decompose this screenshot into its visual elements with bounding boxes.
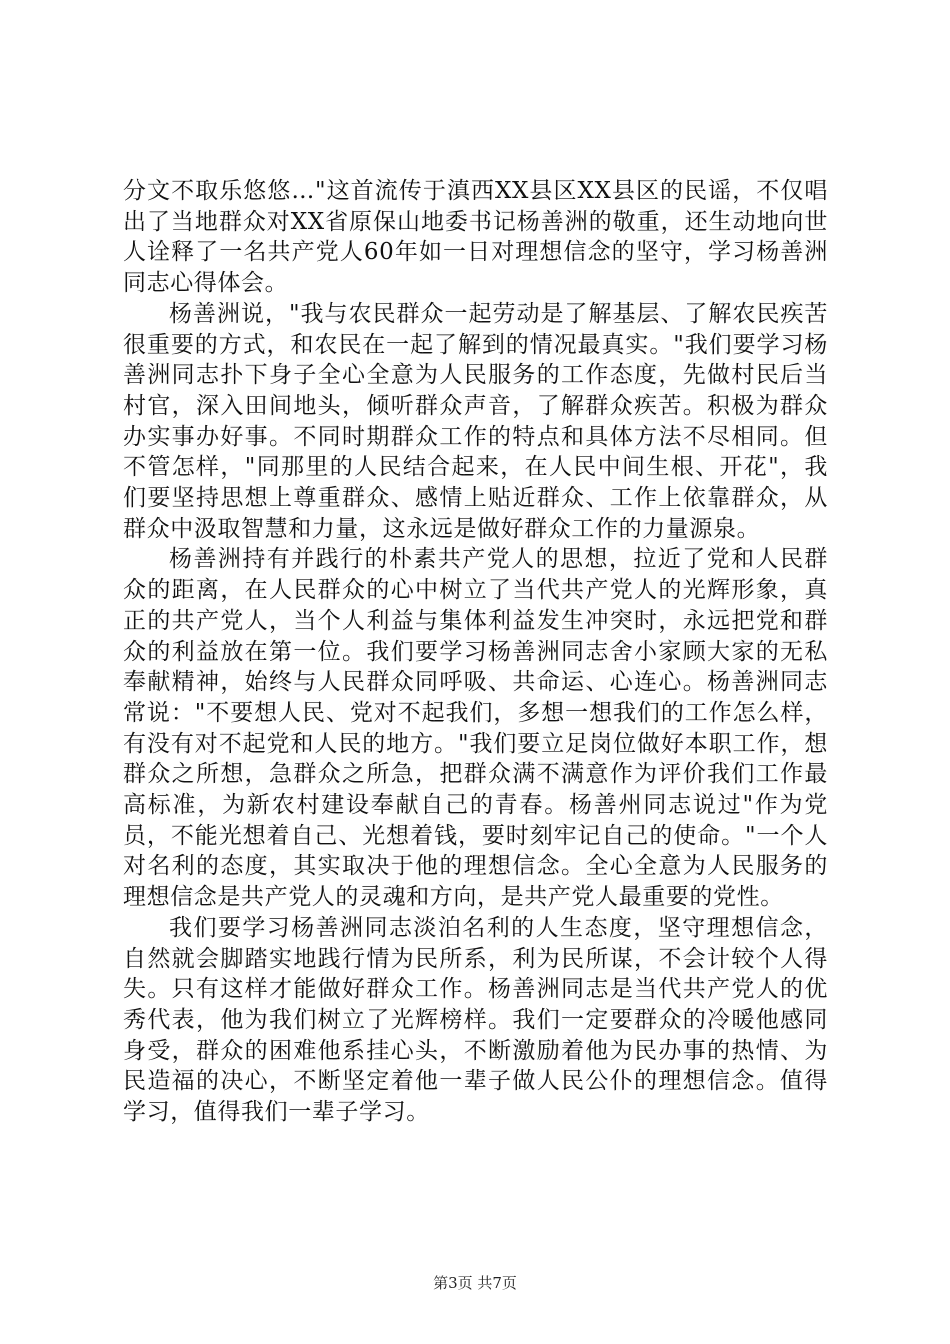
paragraph-4: 我们要学习杨善洲同志淡泊名利的人生态度，坚守理想信念，自然就会脚踏实地践行情为民所系，利为民所谋，不会计较个人得失。只有这样才能做好群众工作。杨善洲同志是当代共产党人的优秀代表，他为我们树立了光辉榜样。我们一定要群众的冷暖他感同身受，群众的困难他系挂心头，不断激励着他为民办事的热情、为民造福的决心，不断坚定着他一辈子做人民公仆的理想信念。值得学习，值得我们一辈子学习。 — [123, 914, 828, 1126]
page-footer: 第3页 共7页 — [433, 1274, 517, 1292]
paragraph-1: 分文不取乐悠悠…"这首流传于滇西XX县区XX县区的民谣，不仅唱出了当地群众对XX省原保山地委书记杨善洲的敬重，还生动地向世人诠释了一名共产党人60年如一日对理想信念的坚守，学习杨善洲同志心得体会。 — [123, 178, 828, 297]
paragraph-2: 杨善洲说，"我与农民群众一起劳动是了解基层、了解农民疾苦很重要的方式，和农民在一起了解到的情况最真实。"我们要学习杨善洲同志扑下身子全心全意为人民服务的工作态度，先做村民后当村官，深入田间地头，倾听群众声音，了解群众疾苦。积极为群众办实事办好事。不同时期群众工作的特点和具体方法不尽相同。但不管怎样，"同那里的人民结合起来，在人民中间生根、开花"，我们要坚持思想上尊重群众、感情上贴近群众、工作上依靠群众，从群众中汲取智慧和力量，这永远是做好群众工作的力量源泉。 — [123, 300, 828, 542]
paragraph-3: 杨善洲持有并践行的朴素共产党人的思想，拉近了党和人民群众的距离，在人民群众的心中树立了当代共产党人的光辉形象，真正的共产党人，当个人利益与集体利益发生冲突时，永远把党和群众的利益放在第一位。我们要学习杨善洲同志舍小家顾大家的无私奉献精神，始终与人民群众同呼吸、共命运、心连心。杨善洲同志常说："不要想人民、党对不起我们，多想一想我们的工作怎么样，有没有对不起党和人民的地方。"我们要立足岗位做好本职工作，想群众之所想，急群众之所急，把群众满不满意作为评价我们工作最高标准，为新农村建设奉献自己的青春。杨善州同志说过"作为党员，不能光想着自己、光想着钱，要时刻牢记自己的使命。"一个人对名利的态度，其实取决于他的理想信念。全心全意为人民服务的理想信念是共产党人的灵魂和方向，是共产党人最重要的党性。 — [123, 546, 828, 911]
document-body — [123, 176, 828, 1128]
